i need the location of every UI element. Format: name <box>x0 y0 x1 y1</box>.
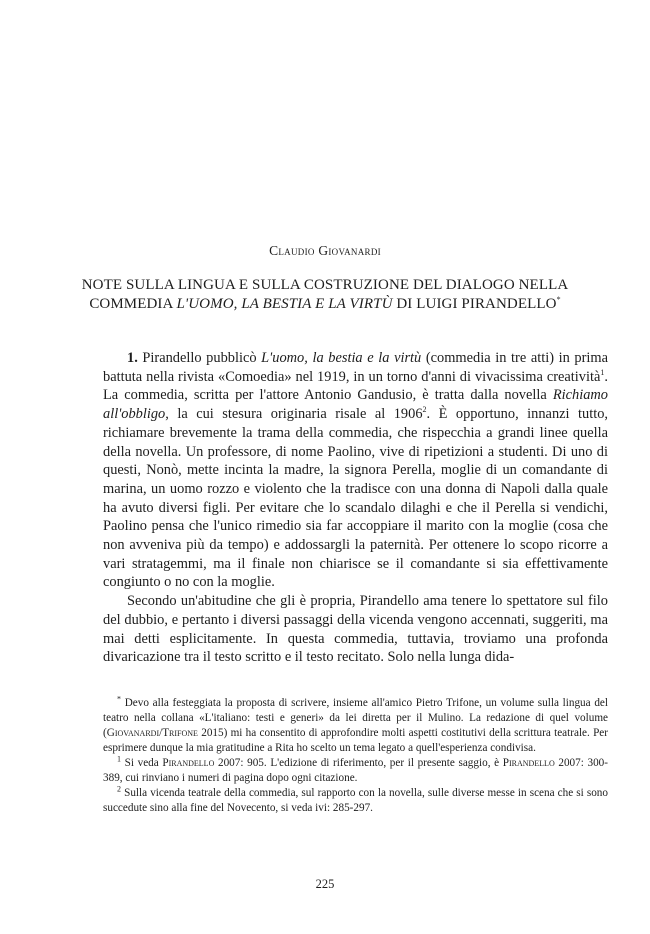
title-italic: L'UOMO, LA BESTIA E LA VIRTÙ <box>176 296 393 312</box>
footnote-ref: 2 <box>422 405 427 415</box>
page-number: 225 <box>315 877 335 891</box>
title-text-end: DI LUIGI PIRANDELLO <box>392 296 557 312</box>
work-title-italic: Richiamo all'obbligo <box>103 387 608 423</box>
text-run: . La commedia, scritta per l'attore Antonio Gandusio, è tratta dalla novella <box>103 368 608 404</box>
text-run: Sulla vicenda teatrale della commedia, sul rapporto con la novella, sulle diverse messe in scena che si sono succedute sino alla fine del Novecento, si veda ivi: 285-297. <box>103 787 608 814</box>
footnotes <box>103 696 608 816</box>
section-number: 1. <box>127 350 138 366</box>
text-run: , la cui stesura originaria risale al 1906 <box>165 406 423 423</box>
text-run: 2015) mi ha consentito di approfondire molti aspetti costitutivi della scrittura teatrale. Per esprimere dunque la mia gratitudine a Rita ho scelto un tema legato a quell'esperienza condivisa. <box>103 727 608 754</box>
footnote-ref: 1 <box>600 367 605 377</box>
text-run: Si veda <box>121 757 163 769</box>
author-smallcaps: Pirandello <box>162 757 215 769</box>
main-text <box>103 349 608 667</box>
title-footnote-mark: * <box>556 295 561 304</box>
author-smallcaps: Giovanardi/Trifone <box>106 727 198 739</box>
footnote-mark: 2 <box>117 784 121 794</box>
paragraph-2: Secondo un'abitudine che gli è propria, Pirandello ama tenere lo spettatore sul filo del dubbio, e pertanto i diversi passaggi della vicenda vengono accennati, suggeriti, ma mai detti esplicitamente. In questa commedia, tuttavia, troviamo una profonda divaricazione tra il testo scritto e il testo recitato. Solo nella lunga dida- <box>103 593 608 666</box>
text-run: (commedia in tre atti) in prima battuta nella rivista «Comoedia» nel 1919, in un torno d'anni di vivacissima creatività <box>103 350 608 385</box>
text-run: Devo alla festeggiata la proposta di scrivere, insieme all'amico Pietro Trifone, un volume sulla lingua del teatro nella collana «L'italiano: testi e generi» da lei diretta per il Mulino. La redazione di quel volume ( <box>103 697 608 739</box>
text-run: 2007: 905. L'edizione di riferimento, per il presente saggio, è <box>214 757 503 769</box>
author-name: Claudio Giovanardi <box>269 243 381 258</box>
title-text: NOTE SULLA LINGUA E SULLA COSTRUZIONE DEL DIALOGO NELLA COMMEDIA <box>81 277 569 312</box>
author-smallcaps: Pirandello <box>502 757 555 769</box>
text-run: Pirandello pubblicò <box>137 350 262 366</box>
work-title-italic: L'uomo, la bestia e la virtù <box>261 350 422 366</box>
text-run: 2007: 300-389, cui rinviano i numeri di pagina dopo ogni citazione. <box>103 757 608 784</box>
footnote-star <box>103 696 608 756</box>
footnote-mark: 1 <box>117 754 121 764</box>
footnote-2 <box>103 786 608 816</box>
footnote-1 <box>103 756 608 786</box>
paragraph-1 <box>103 349 608 592</box>
article-title <box>60 276 590 314</box>
footnote-mark: * <box>117 694 121 704</box>
text-run: . È opportuno, innanzi tutto, richiamare brevemente la trama della commedia, che rispecchia a grandi linee quella della novella. Un professore, di nome Paolino, vive di ripetizioni a studenti. Di uno di questi, Nonò, mette incinta la madre, la signora Perella, moglie di un comandante di marina, un uomo rozzo e violento che la tradisce con una donna di Napoli dalla quale ha avuto diversi figli. Per evitare che lo scandalo dilaghi e che il Perella si vendichi, Paolino pensa che l'unico rimedio sia far accoppiare il marito con la moglie (cosa che non avveniva più da tempo) e addossargli la paternità. Per ottenere lo scopo ricorre a vari stratagemmi, ma il finale non chiarisce se il comandante si sia effettivamente congiunto o no con la moglie. <box>103 406 609 591</box>
